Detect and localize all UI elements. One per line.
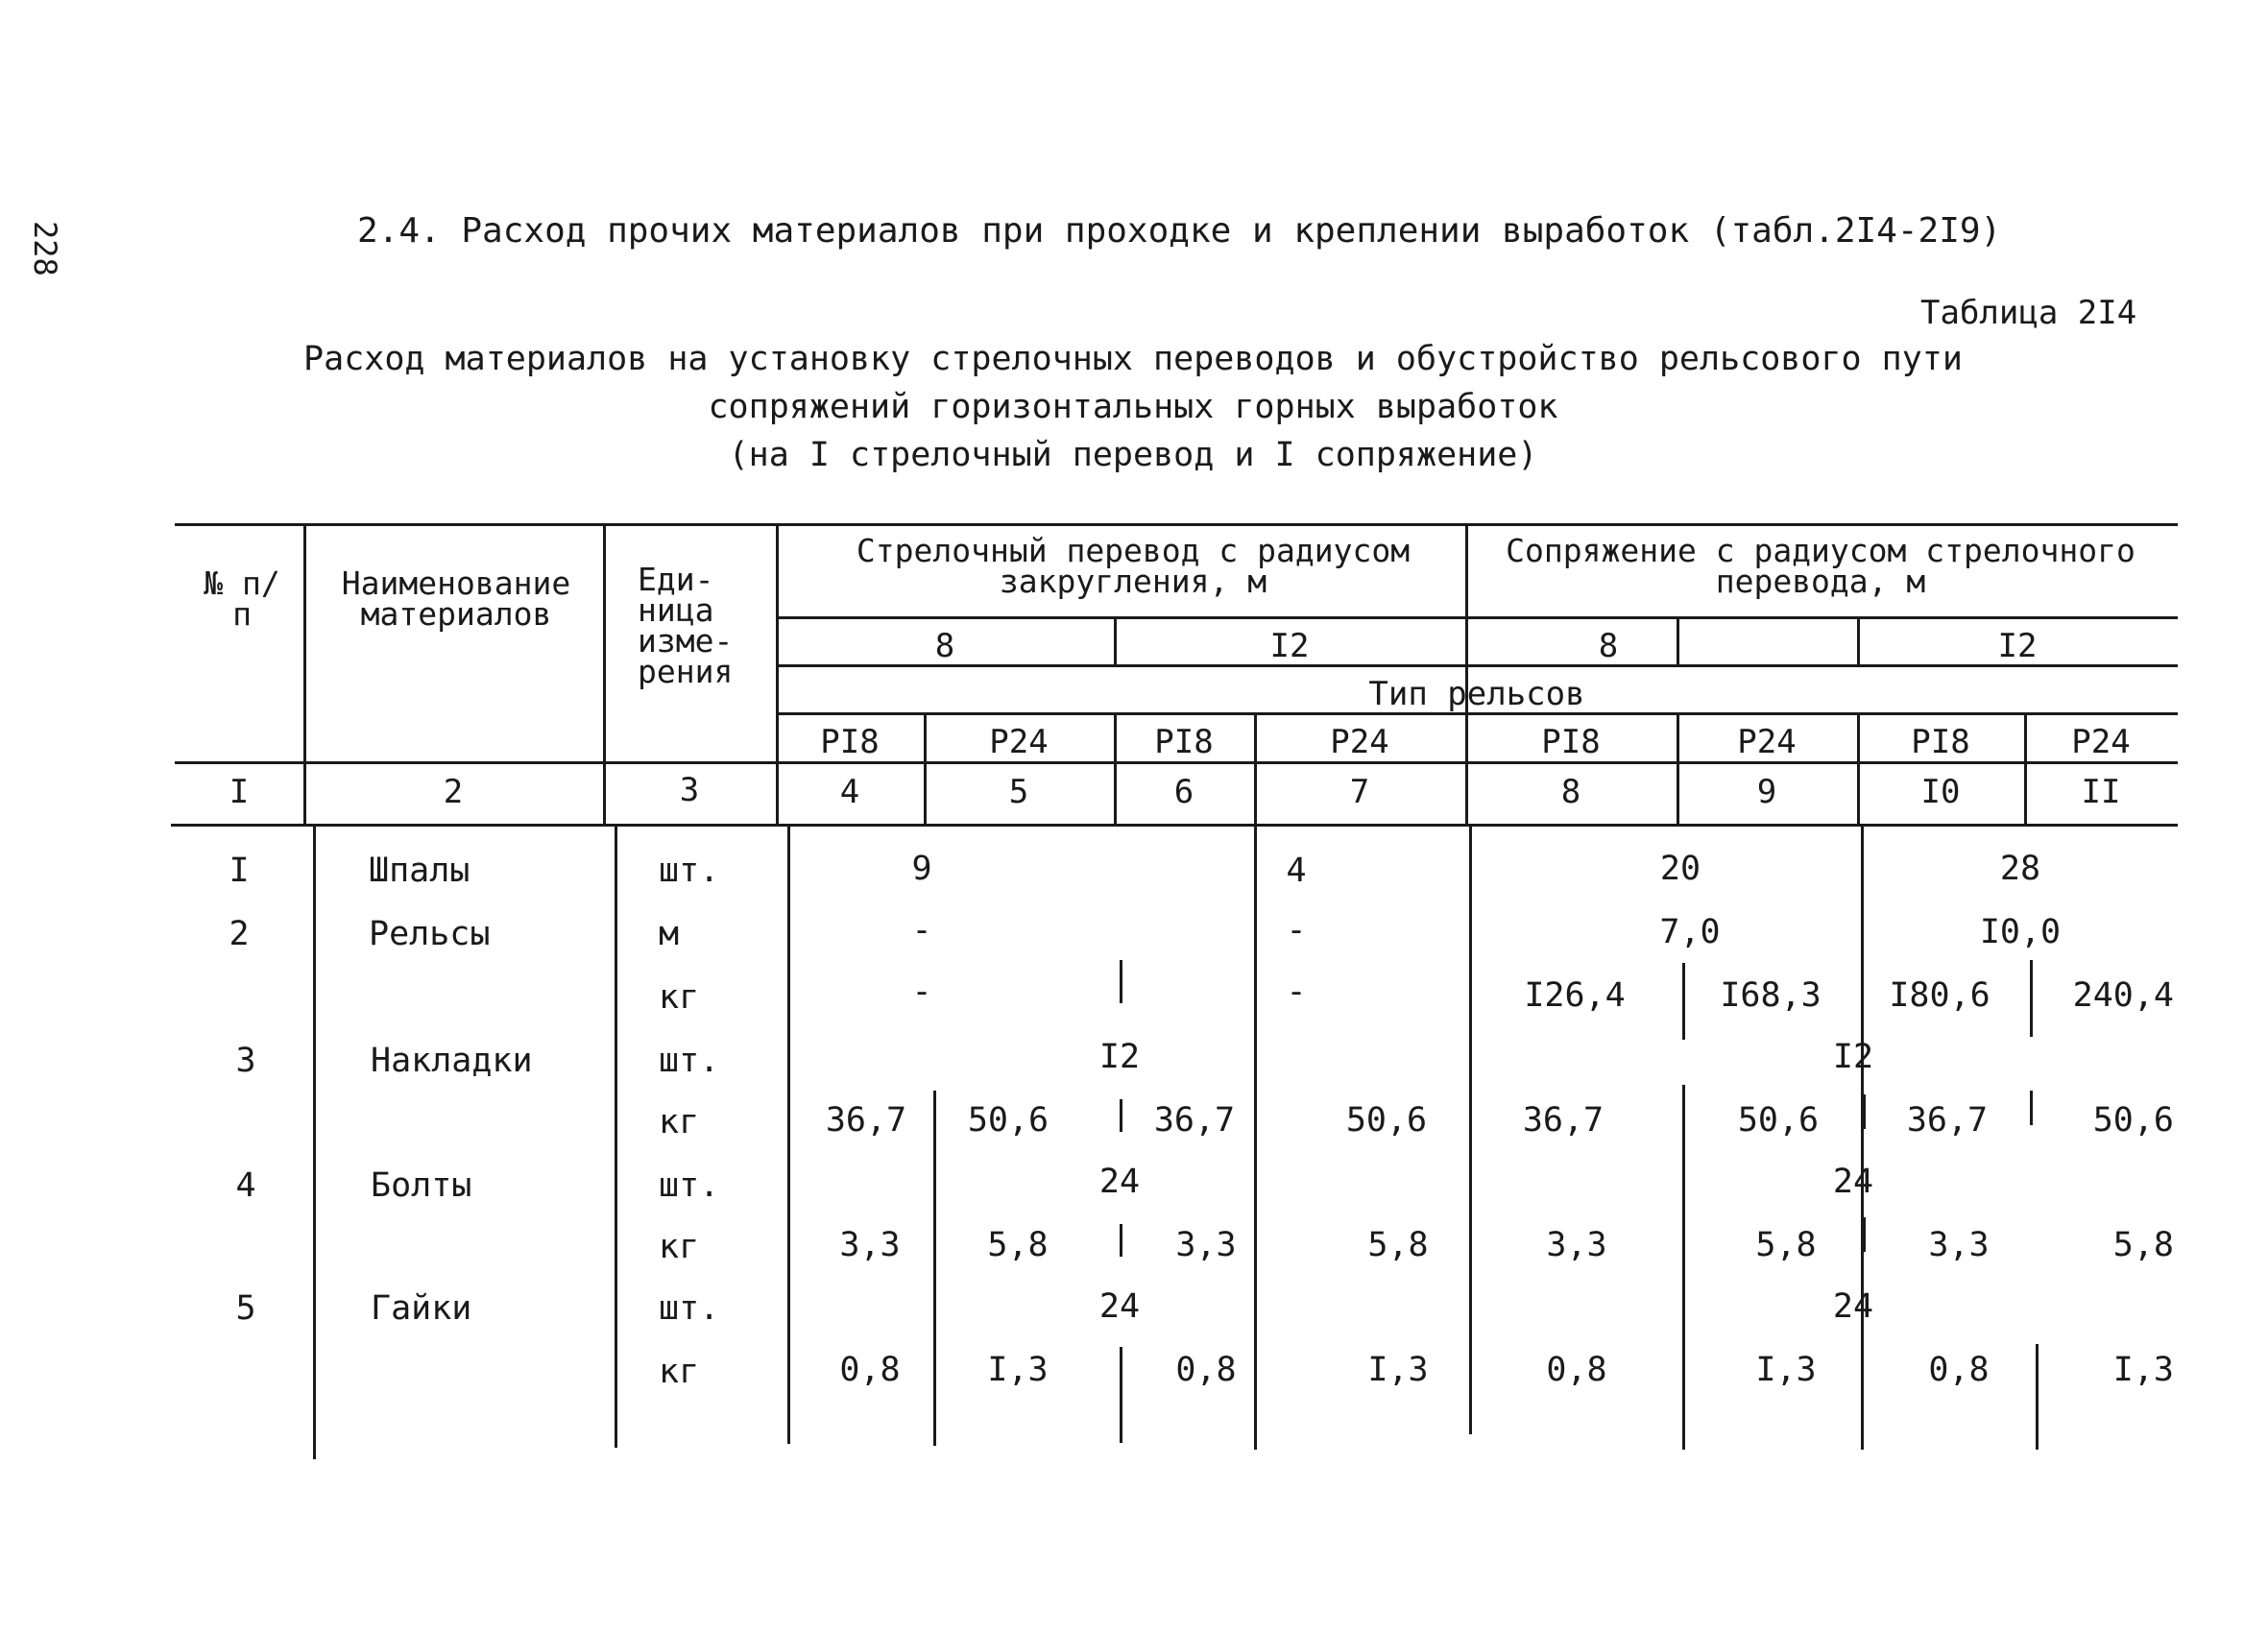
rail-type-col-4: PI8 bbox=[820, 723, 880, 761]
row2-unit-m: м bbox=[659, 915, 680, 953]
col-number-6: 6 bbox=[1173, 773, 1194, 811]
row5-kg-col4: 0,8 bbox=[839, 1351, 901, 1389]
col-number-9: 9 bbox=[1756, 773, 1777, 811]
body-rule-8 bbox=[1469, 824, 1472, 1434]
rail-type-col-5: P24 bbox=[989, 723, 1049, 761]
row1-number: I bbox=[229, 852, 250, 890]
body-rule-1 bbox=[313, 824, 316, 1459]
row3-kg-col8: 36,7 bbox=[1522, 1101, 1604, 1140]
row4-unit: шт. bbox=[659, 1166, 720, 1205]
body-rule-6b bbox=[1120, 1099, 1122, 1132]
row4-kg-col10: 3,3 bbox=[1928, 1226, 1990, 1264]
rail-type-col-9: P24 bbox=[1737, 723, 1797, 761]
page-number: 228 bbox=[27, 221, 63, 276]
row5-kg-col5: I,3 bbox=[987, 1351, 1049, 1389]
row5-kg-col9: I,3 bbox=[1755, 1351, 1817, 1389]
header-group-junction: Сопряжение с радиусом стрелочного перевода, м bbox=[1506, 532, 2135, 600]
section-heading: 2.4. Расход прочих материалов при проходке и креплении выработок (табл.2I4-2I9) bbox=[357, 211, 2002, 251]
row3-kg-col6: 36,7 bbox=[1153, 1101, 1236, 1140]
body-rule-10 bbox=[1861, 824, 1864, 1450]
row3-kg-col4: 36,7 bbox=[825, 1101, 907, 1140]
row4-kg-col4: 3,3 bbox=[839, 1226, 901, 1264]
row2-m-switch-r12: - bbox=[1286, 911, 1307, 949]
radius-row-rule bbox=[776, 616, 2178, 619]
row3-kg-col7: 50,6 bbox=[1345, 1101, 1428, 1140]
row2-kg-switch-r12: - bbox=[1286, 973, 1307, 1011]
row2-kg-col11: 240,4 bbox=[2072, 976, 2174, 1015]
row5-name: Гайки bbox=[371, 1289, 472, 1328]
header-group-switch: Стрелочный перевод с радиусом закругления, м bbox=[856, 532, 1411, 600]
row3-name: Накладки bbox=[371, 1042, 533, 1080]
row5-kg-col10: 0,8 bbox=[1928, 1351, 1990, 1389]
row3-switch-all: I2 bbox=[1098, 1038, 1141, 1076]
body-rule-2 bbox=[615, 824, 617, 1448]
row2-number: 2 bbox=[229, 915, 250, 953]
table-title-line-3: (на I стрелочный перевод и I сопряжение) bbox=[728, 436, 1538, 474]
body-rule-6c bbox=[1120, 1224, 1122, 1257]
col-number-7: 7 bbox=[1349, 773, 1370, 811]
row4-junction-all: 24 bbox=[1832, 1163, 1874, 1201]
row2-m-junction-r12: I0,0 bbox=[1979, 913, 2062, 951]
row5-number: 5 bbox=[235, 1289, 256, 1328]
header-radius-2: I2 bbox=[1269, 627, 1310, 665]
body-rule-6d bbox=[1120, 1347, 1122, 1443]
row3-kg-col5: 50,6 bbox=[967, 1101, 1050, 1140]
rail-type-col-8: PI8 bbox=[1541, 723, 1601, 761]
column-numbers-rule bbox=[171, 824, 2178, 827]
row4-number: 4 bbox=[235, 1166, 256, 1205]
row5-switch-all: 24 bbox=[1098, 1287, 1141, 1326]
header-radius-4: I2 bbox=[1997, 627, 2038, 665]
row4-kg-col5: 5,8 bbox=[987, 1226, 1049, 1264]
row2-name: Рельсы bbox=[369, 915, 491, 953]
col-number-3: 3 bbox=[679, 771, 700, 809]
row5-unit: шт. bbox=[659, 1289, 720, 1328]
body-rule-9b bbox=[1682, 1085, 1685, 1450]
rail-type-col-10: PI8 bbox=[1911, 723, 1970, 761]
row2-kg-col10: I80,6 bbox=[1889, 976, 1991, 1015]
col-number-1: I bbox=[229, 773, 250, 811]
col-number-8: 8 bbox=[1560, 773, 1581, 811]
row1-junction-r8: 20 bbox=[1659, 850, 1701, 888]
col-number-2: 2 bbox=[443, 773, 464, 811]
col-number-10: I0 bbox=[1920, 773, 1961, 811]
row1-name: Шпалы bbox=[369, 852, 470, 890]
body-rule-11c bbox=[2036, 1344, 2039, 1450]
body-rule-5a bbox=[933, 1091, 936, 1446]
header-radius-1: 8 bbox=[934, 627, 955, 665]
table-title-line-1: Расход материалов на установку стрелочных переводов и обустройство рельсового пути bbox=[303, 340, 1963, 378]
row4-kg-unit: кг bbox=[659, 1228, 700, 1266]
header-unit: Еди- ница изме- рения bbox=[638, 561, 734, 690]
body-rule-6a bbox=[1120, 960, 1122, 1003]
rail-type-col-6: PI8 bbox=[1154, 723, 1214, 761]
col-number-5: 5 bbox=[1008, 773, 1029, 811]
row2-kg-col8: I26,4 bbox=[1524, 976, 1626, 1015]
row4-name: Болты bbox=[371, 1166, 472, 1205]
body-rule-11b bbox=[2030, 1091, 2033, 1125]
rail-type-col-7: P24 bbox=[1330, 723, 1389, 761]
col-number-4: 4 bbox=[839, 773, 860, 811]
table-label: Таблица 2I4 bbox=[1920, 294, 2137, 332]
row5-kg-col8: 0,8 bbox=[1546, 1351, 1607, 1389]
row4-kg-col9: 5,8 bbox=[1755, 1226, 1817, 1264]
body-rule-10c bbox=[1863, 1217, 1866, 1252]
header-radius-3: 8 bbox=[1598, 627, 1619, 665]
row3-unit: шт. bbox=[659, 1042, 720, 1080]
row5-kg-col6: 0,8 bbox=[1175, 1351, 1237, 1389]
radius-row-bottom-rule bbox=[776, 664, 2178, 667]
row3-kg-col10: 36,7 bbox=[1906, 1101, 1989, 1140]
row3-number: 3 bbox=[235, 1042, 256, 1080]
row1-junction-r12: 28 bbox=[1999, 850, 2041, 888]
row2-kg-col9: I68,3 bbox=[1720, 976, 1822, 1015]
row4-kg-col7: 5,8 bbox=[1367, 1226, 1429, 1264]
body-rule-3 bbox=[787, 824, 790, 1444]
row2-unit-kg: кг bbox=[659, 978, 700, 1017]
rail-type-col-11: P24 bbox=[2071, 723, 2131, 761]
row1-switch-r8: 9 bbox=[911, 850, 932, 888]
row5-junction-all: 24 bbox=[1832, 1287, 1874, 1326]
header-bottom-rule bbox=[175, 761, 2178, 764]
body-rule-10b bbox=[1863, 1094, 1866, 1129]
header-material-name: Наименование материалов bbox=[341, 564, 571, 633]
row4-switch-all: 24 bbox=[1098, 1163, 1141, 1201]
table-top-rule bbox=[175, 523, 2178, 526]
row2-m-switch-r8: - bbox=[911, 911, 932, 949]
row1-switch-r12: 4 bbox=[1286, 852, 1307, 890]
col-number-11: II bbox=[2081, 773, 2121, 811]
row3-kg-unit: кг bbox=[659, 1103, 700, 1141]
row5-kg-unit: кг bbox=[659, 1353, 700, 1391]
table-title-line-2: сопряжений горизонтальных горных выработок bbox=[708, 388, 1558, 426]
row2-kg-switch-r8: - bbox=[911, 973, 932, 1011]
row3-kg-col11: 50,6 bbox=[2092, 1101, 2174, 1140]
body-rule-9 bbox=[1682, 963, 1685, 1040]
header-rail-type-label: Тип рельсов bbox=[1368, 675, 1585, 713]
row4-kg-col6: 3,3 bbox=[1175, 1226, 1237, 1264]
row1-unit: шт. bbox=[659, 852, 720, 890]
header-number: № п/п bbox=[204, 564, 280, 633]
row5-kg-col7: I,3 bbox=[1367, 1351, 1429, 1389]
row3-kg-col9: 50,6 bbox=[1737, 1101, 1820, 1140]
row4-kg-col8: 3,3 bbox=[1546, 1226, 1607, 1264]
row3-junction-all: I2 bbox=[1832, 1038, 1874, 1076]
row4-kg-col11: 5,8 bbox=[2112, 1226, 2174, 1264]
row5-kg-col11: I,3 bbox=[2112, 1351, 2174, 1389]
row2-m-junction-r8: 7,0 bbox=[1659, 913, 1721, 951]
